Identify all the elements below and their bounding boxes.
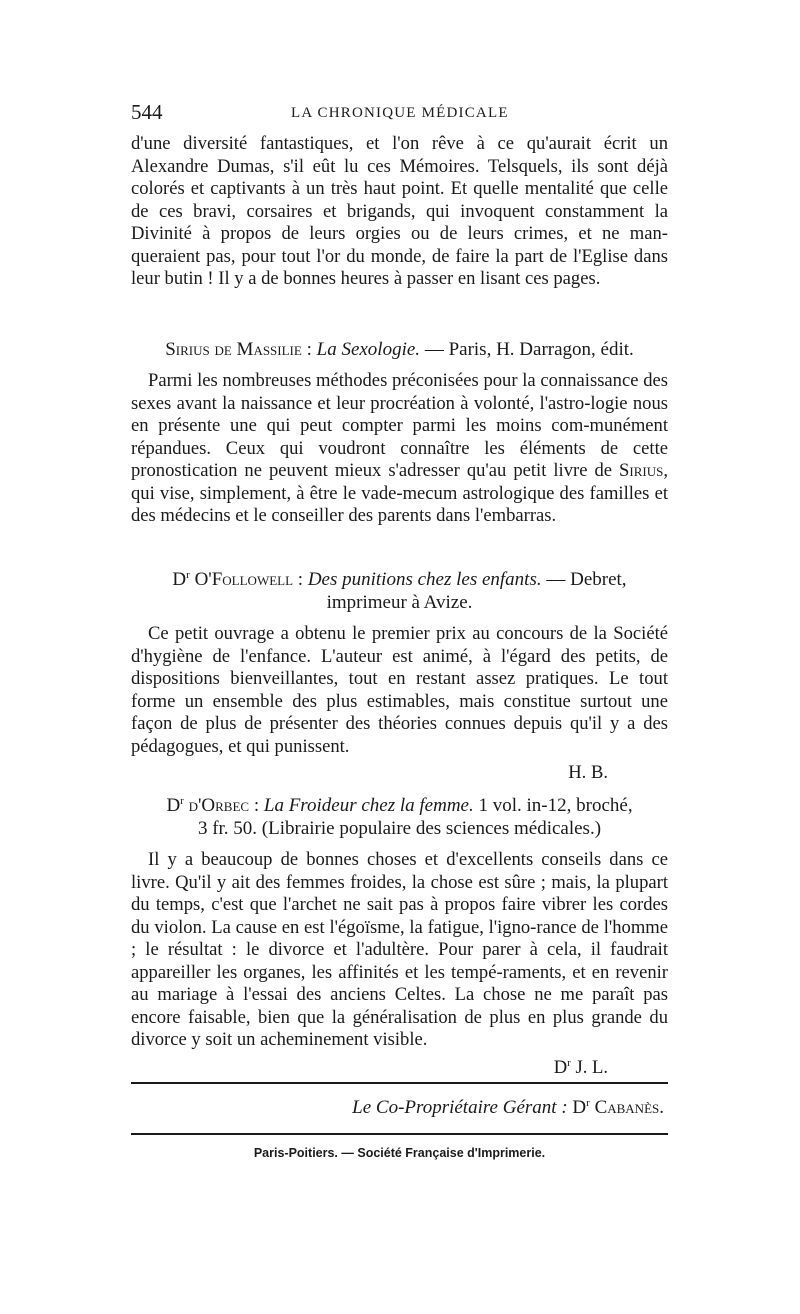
page-header xyxy=(131,100,668,130)
gerant-dr-sup: r xyxy=(586,1097,590,1109)
gerant-line xyxy=(131,1097,664,1119)
review-orbec-details-line2: 3 fr. 50. (Librairie populaire des sciences médicales.) xyxy=(197,818,602,839)
review-intro-section xyxy=(131,133,668,291)
footer-rule-top xyxy=(131,1082,668,1084)
gerant-label: Le Co-Propriétaire Gérant : xyxy=(352,1097,568,1118)
review-orbec-author: d'Orbec xyxy=(188,795,250,816)
review-orbec-signature xyxy=(131,1052,668,1080)
review-orbec-section xyxy=(131,790,668,1079)
review-orbec-title: La Froideur chez la femme. xyxy=(263,795,474,816)
review-orbec-dr: D xyxy=(166,795,181,816)
review-sirius-publisher: — Paris, H. Darragon, édit. xyxy=(424,339,634,360)
review-sirius-author: Sirius de Massilie xyxy=(165,339,302,360)
review-sirius-body-pre: Parmi les nombreuses méthodes préconisées pour la connaissance des sexes avant la naissance et leur procréation à volonté, l'astro-logie nous en présente une qui peut compter parmi les moins com-munément répandues. Ceux qui voudront connaître les éléments de cette pronostication ne peuvent mieux s'adresser qu'au petit livre de xyxy=(131,370,668,481)
review-followell-signature: H. B. xyxy=(568,762,608,783)
running-title: LA CHRONIQUE MÉDICALE xyxy=(291,105,509,121)
review-orbec-signature-name: J. L. xyxy=(575,1056,608,1078)
review-sirius-body-author: Sirius xyxy=(619,460,664,481)
review-sirius-section xyxy=(131,338,668,528)
review-followell-title: Des punitions chez les enfants. xyxy=(307,569,542,590)
review-followell-citation: $D^r$ O'Followell : Des punitions chez les enfants. — Debret, imprimeur à Avize. xyxy=(172,569,627,613)
review-orbec-signature-sup: r xyxy=(567,1056,571,1069)
review-followell-publisher-line2: imprimeur à Avize. xyxy=(326,592,473,613)
review-sirius-body-post: , qui vise, simplement, à être le vade-mecum astrologique des familles et des médecins et le conseiller des parents dans l'embarras. xyxy=(131,460,668,526)
footer-rule-bottom xyxy=(131,1133,668,1135)
review-intro-paragraph: d'une diversité fantastiques, et l'on rêve à ce qu'aurait écrit un Alexandre Dumas, s'il eût lu ces Mémoires. Telsquels, ils sont déjà colorés et captivants à un très haut point. Et quelle mentalité que celle de ces bravi, corsaires et brigands, qui invoquent constamment la Divinité à propos de leurs orgies ou de leurs crimes, et ne man-queraient pas, pour tout l'or du monde, de faire la part de l'Eglise dans leur butin ! Il y a de bonnes heures à passer en lisant ces pages. xyxy=(131,133,668,289)
review-sirius-citation: Sirius de Massilie : La Sexologie. — Paris, H. Darragon, édit. xyxy=(165,339,634,360)
review-followell-body: Ce petit ouvrage a obtenu le premier prix au concours de la Société d'hygiène de l'enfance. L'auteur est animé, à l'égard des petits, de dispositions bienveillantes, tout en restant assez pratiques. Le tout forme un ensemble des plus estimables, mais constitue surtout une façon de plus de présenter des théories connues depuis qu'il y a des pédagogues, et qui punissent. xyxy=(131,623,668,757)
gerant-dr: D xyxy=(572,1097,587,1118)
review-orbec-signature-dr: D xyxy=(553,1056,568,1078)
review-sirius-body xyxy=(131,370,668,528)
review-followell-dr-sup: r xyxy=(186,569,190,581)
review-orbec-dr-sup: r xyxy=(180,795,184,807)
review-followell-author: O'Followell xyxy=(194,569,294,590)
review-followell-dr: D xyxy=(172,569,187,590)
review-orbec-citation: $D^r$ d'Orbec : La Froideur chez la femme. 1 vol. in-12, broché, 3 fr. 50. (Librairie populaire des sciences médicales.) xyxy=(166,795,633,839)
review-orbec-details: 1 vol. in-12, broché, xyxy=(478,795,633,816)
review-followell-publisher: — Debret, xyxy=(546,569,627,590)
gerant-name: Cabanès. xyxy=(594,1097,664,1118)
review-sirius-title: La Sexologie. xyxy=(316,339,421,360)
page-number: 544 xyxy=(131,100,163,124)
review-followell-section xyxy=(131,564,668,785)
printer-imprint: Paris-Poitiers. — Société Française d'Imprimerie. xyxy=(253,1146,546,1160)
review-orbec-body: Il y a beaucoup de bonnes choses et d'excellents conseils dans ce livre. Qu'il y ait des femmes froides, la chose est sûre ; mais, la plupart du temps, c'est que l'archet ne sait pas à propos faire vibrer les cordes du violon. La cause en est l'égoïsme, la fatigue, l'igno-rance de l'homme ; le résultat : le divorce et l'adultère. Pour parer à cela, il faudrait appareiller les organes, les affinités et les tempé-raments, et en revenir au mariage à l'essai des anciens Celtes. La chose ne me paraît pas encore faisable, bien que la généralisation de plus en plus grande du divorce y soit un acheminement visible. xyxy=(131,849,668,1050)
